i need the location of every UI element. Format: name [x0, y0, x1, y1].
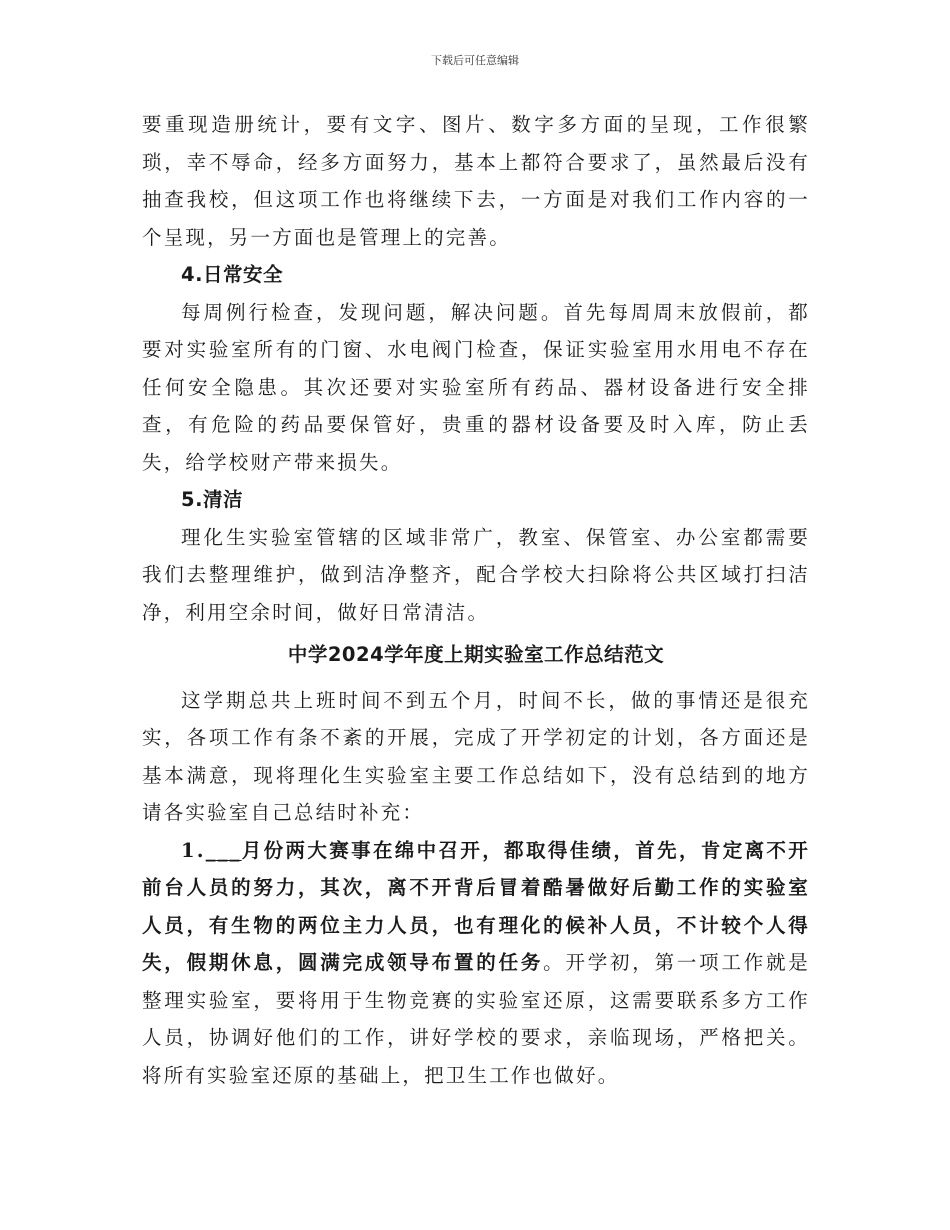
page-header: 下载后可任意编辑 [431, 54, 519, 67]
intro-paragraph: 要重现造册统计，要有文字、图片、数字多方面的呈现，工作很繁琐，幸不辱命，经多方面努力，基本上都符合要求了，虽然最后没有抽查我校，但这项工作也将继续下去，一方面是对我们工作内容的一个呈现，另一方面也是管理上的完善。 [142, 113, 810, 249]
cleaning-paragraph: 理化生实验室管辖的区域非常广，教室、保管室、办公室都需要我们去整理维护，做到洁净整齐，配合学校大扫除将公共区域打扫洁净，利用空余时间，做好日常清洁。 [142, 525, 810, 624]
item-1-number: 1. [181, 838, 206, 862]
item-1-blank: ___ [205, 838, 242, 862]
heading-cleaning: 5.清洁 [181, 488, 243, 511]
section-title: 中学2024学年度上期实验室工作总结范文 [287, 643, 665, 666]
document-body [142, 106, 810, 1094]
summary-intro-paragraph: 这学期总共上班时间不到五个月，时间不长，做的事情还是很充实，各项工作有条不紊的开展，完成了开学初定的计划，各方面还是基本满意，现将理化生实验室主要工作总结如下，没有总结到的地方请各实验室自己总结时补充： [142, 688, 810, 824]
daily-safety-paragraph: 每周例行检查，发现问题，解决问题。首先每周周末放假前，都要对实验室所有的门窗、水电阀门检查，保证实验室用水用电不存在任何安全隐患。其次还要对实验室所有药品、器材设备进行安全排查，有危险的药品要保管好，贵重的器材设备要及时入库，防止丢失，给学校财产带来损失。 [142, 300, 810, 474]
item-1-bold-text: 月份两大赛事在绵中召开，都取得佳绩，首先，肯定离不开前台人员的努力，其次，离不开背后冒着酷暑做好后勤工作的实验室人员，有生物的两位主力人员，也有理化的候补人员，不计较个人得失，假期休息，圆满完成领导布置的任务 [142, 838, 810, 974]
heading-daily-safety: 4.日常安全 [181, 263, 283, 286]
item-1-paragraph [142, 832, 810, 1095]
item-1-text: 。开学初，第一项工作就是整理实验室，要将用于生物竞赛的实验室还原，这需要联系多方工作人员，协调好他们的工作，讲好学校的要求，亲临现场，严格把关。将所有实验室还原的基础上，把卫生工作也做好。 [142, 951, 810, 1087]
